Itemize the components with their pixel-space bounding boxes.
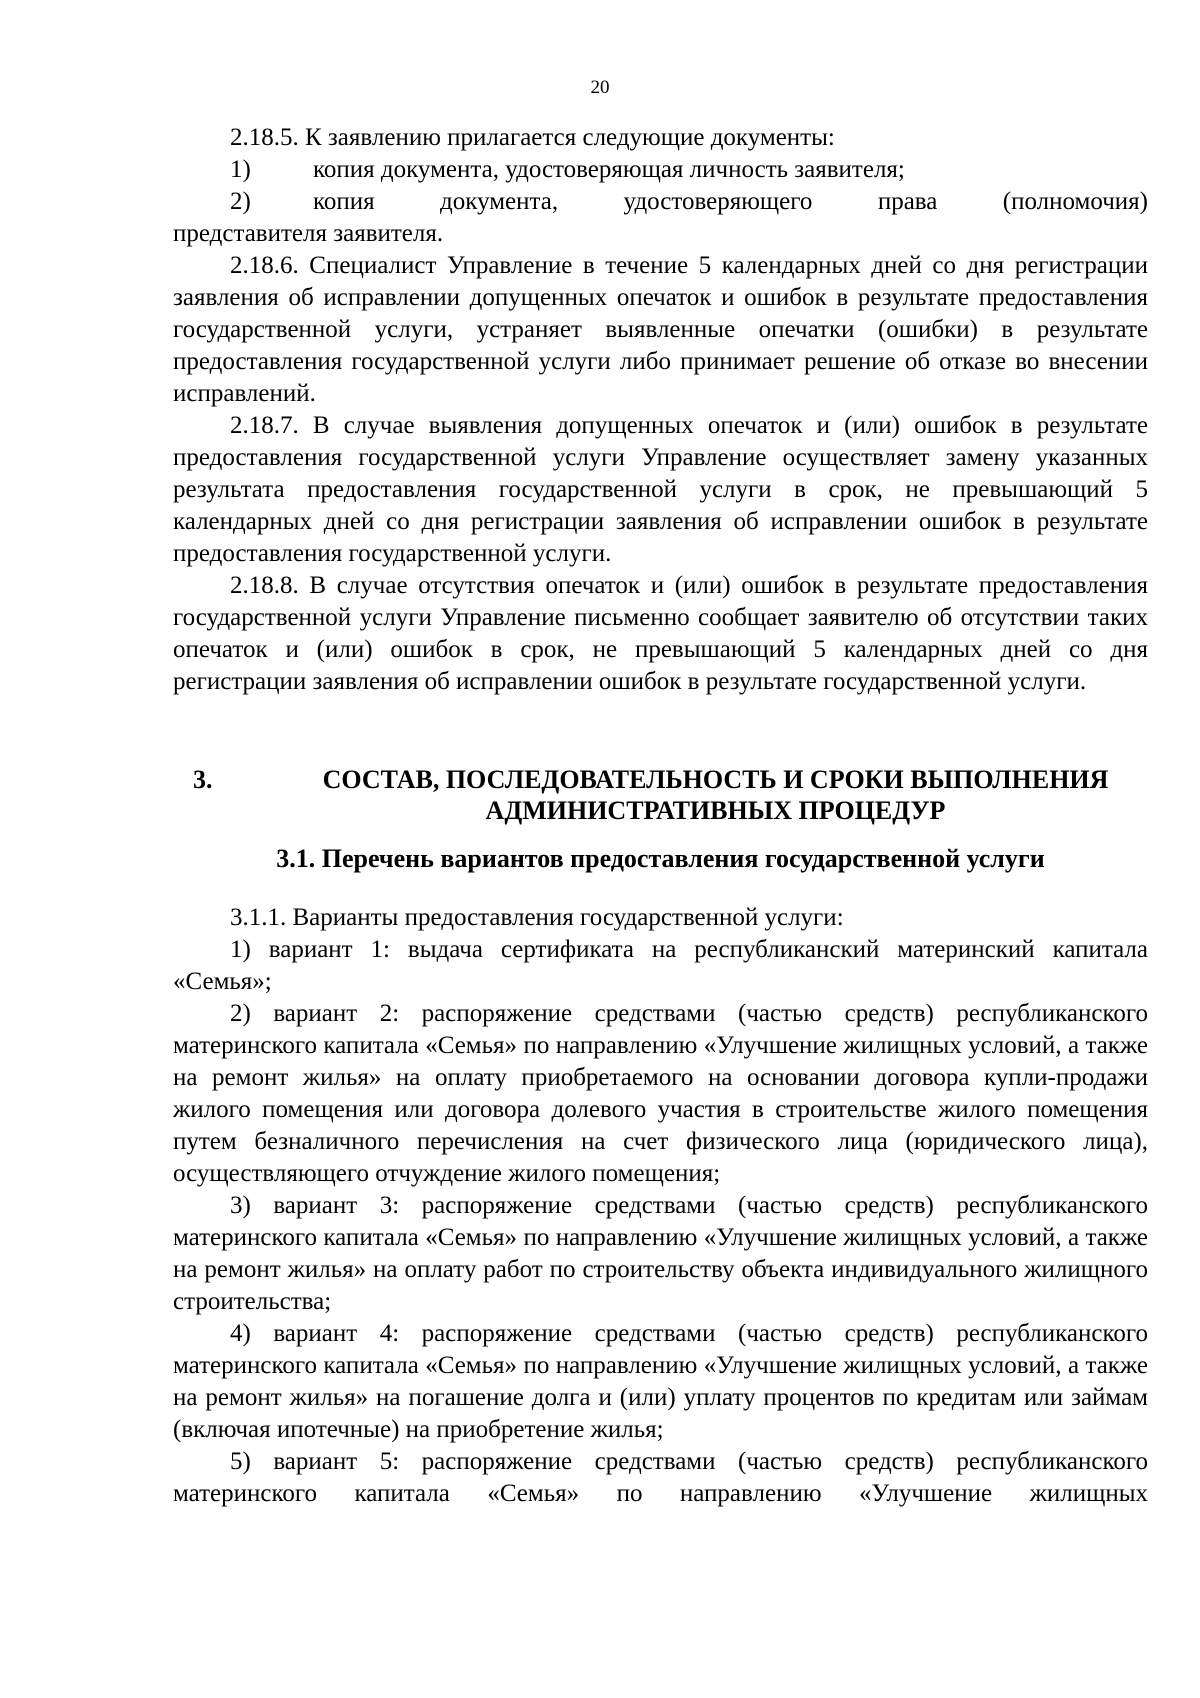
variant-item: 5) вариант 5: распоряжение средствами (частью средств) республиканского материнского капитала «Семья» по направлению «Улучшение жилищных [173, 1448, 1148, 1507]
paragraph-2-18-8: 2.18.8. В случае отсутствия опечаток и (или) ошибок в результате предоставления государственной услуги Управление письменно сообщает заявителю об отсутствии таких опечаток и (или) ошибок в срок, не превышающий 5 календарных дней со дня регистрации заявления об исправлении ошибок в результате государственной услуги. [173, 572, 1148, 695]
list-item-continuation: представителя заявителя. [173, 220, 444, 247]
list-item-number: 2) [230, 188, 251, 215]
page-number: 20 [590, 77, 610, 98]
variant-item: 1) вариант 1: выдача сертификата на республиканский материнский капитала «Семья»; [173, 936, 1148, 995]
document-body [173, 122, 1148, 1510]
variant-item: 2) вариант 2: распоряжение средствами (частью средств) республиканского материнского капитала «Семья» по направлению «Улучшение жилищных условий, а также на ремонт жилья» на оплату приобретаемого на основании договора купли-продажи жилого помещения или договора долевого участия в строительстве жилого помещения путем безналичного перечисления на счет физического лица (юридического лица), осуществляющего отчуждение жилого помещения; [173, 1000, 1148, 1187]
section-title [283, 764, 1148, 826]
list-item-text: копия документа, удостоверяющая личность заявителя; [313, 156, 905, 183]
paragraph-3-1-1-intro: 3.1.1. Варианты предоставления государственной услуги: [230, 904, 844, 931]
list-item-number: 1) [230, 156, 251, 183]
subsection-heading: 3.1. Перечень вариантов предоставления государственной услуги [276, 844, 1045, 873]
variant-item: 3) вариант 3: распоряжение средствами (частью средств) республиканского материнского капитала «Семья» по направлению «Улучшение жилищных условий, а также на ремонт жилья» на оплату работ по строительству объекта индивидуального жилищного строительства; [173, 1192, 1148, 1315]
section-title-line-2: АДМИНИСТРАТИВНЫХ ПРОЦЕДУР [485, 796, 946, 825]
paragraph-2-18-6: 2.18.6. Специалист Управление в течение 5 календарных дней со дня регистрации заявления об исправлении допущенных опечаток и ошибок в результате предоставления государственной услуги, устраняет выявленные опечатки (ошибки) в результате предоставления государственной услуги либо принимает решение об отказе во внесении исправлений. [173, 252, 1148, 407]
list-item [173, 154, 1148, 186]
list-item [173, 186, 1148, 218]
section-number: 3. [193, 765, 213, 794]
section-title-line-1: СОСТАВ, ПОСЛЕДОВАТЕЛЬНОСТЬ И СРОКИ ВЫПОЛНЕНИЯ [322, 765, 1109, 794]
paragraph-2-18-5-intro: 2.18.5. К заявлению прилагается следующие документы: [230, 124, 835, 151]
variant-item: 4) вариант 4: распоряжение средствами (частью средств) республиканского материнского капитала «Семья» по направлению «Улучшение жилищных условий, а также на ремонт жилья» на погашение долга и (или) уплату процентов по кредитам или займам (включая ипотечные) на приобретение жилья; [173, 1320, 1148, 1443]
list-item-text: копия документа, удостоверяющего права (полномочия) [313, 188, 1148, 215]
paragraph-2-18-7: 2.18.7. В случае выявления допущенных опечаток и (или) ошибок в результате предоставления государственной услуги Управление осуществляет замену указанных результата предоставления государственной услуги в срок, не превышающий 5 календарных дней со дня регистрации заявления об исправлении ошибок в результате предоставления государственной услуги. [173, 412, 1148, 567]
section-heading [173, 764, 1148, 826]
